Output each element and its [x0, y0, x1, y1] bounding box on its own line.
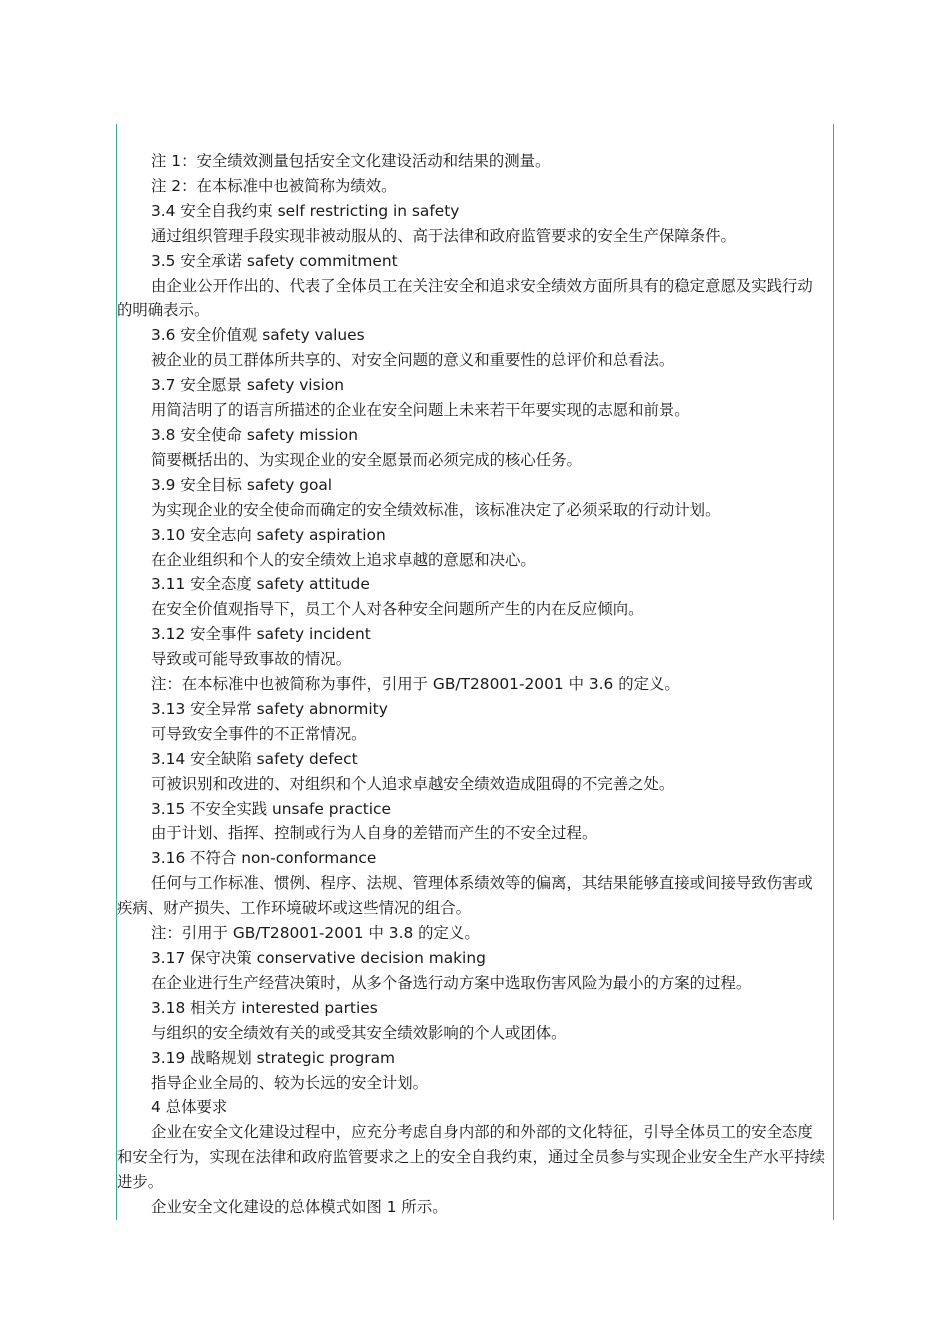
heading-3-13: 3.13 安全异常 safety abnormity [151, 699, 388, 718]
note-3-16: 注：引用于 GB/T28001-2001 中 3.8 的定义。 [151, 924, 480, 943]
definition-3-7: 用简洁明了的语言所描述的企业在安全问题上未来若干年要实现的志愿和前景。 [151, 401, 690, 420]
heading-3-17: 3.17 保守决策 conservative decision making [151, 949, 486, 967]
definition-3-11: 在安全价值观指导下，员工个人对各种安全问题所产生的内在反应倾向。 [151, 600, 644, 619]
definition-3-14: 可被识别和改进的、对组织和个人追求卓越安全绩效造成阻碍的不完善之处。 [151, 774, 675, 793]
note-2: 注 2：在本标准中也被简称为绩效。 [151, 176, 397, 195]
heading-3-7: 3.7 安全愿景 safety vision [151, 376, 345, 395]
definition-3-6: 被企业的员工群体所共享的、对安全问题的意义和重要性的总评价和总看法。 [151, 351, 675, 370]
heading-3-16: 3.16 不符合 non-conformance [151, 849, 377, 868]
definition-3-18: 与组织的安全绩效有关的或受其安全绩效影响的个人或团体。 [151, 1023, 567, 1042]
heading-3-19: 3.19 战略规划 strategic program [151, 1048, 396, 1067]
heading-3-10: 3.10 安全志向 safety aspiration [151, 525, 386, 544]
definition-3-10: 在企业组织和个人的安全绩效上追求卓越的意愿和决心。 [151, 550, 536, 569]
heading-3-8: 3.8 安全使命 safety mission [151, 425, 358, 444]
document-body [117, 149, 827, 1220]
heading-3-6: 3.6 安全价值观 safety values [151, 326, 365, 345]
definition-3-16: 任何与工作标准、惯例、程序、法规、管理体系绩效等的偏离，其结果能够直接或间接导致伤害或疾病、财产损失、工作环境破坏或这些情况的组合。 [117, 874, 813, 918]
heading-3-11: 3.11 安全态度 safety attitude [151, 575, 370, 594]
definition-3-8: 简要概括出的、为实现企业的安全愿景而必须完成的核心任务。 [151, 450, 582, 469]
heading-3-14: 3.14 安全缺陷 safety defect [151, 749, 358, 768]
definition-3-9: 为实现企业的安全使命而确定的安全绩效标准，该标准决定了必须采取的行动计划。 [151, 500, 721, 519]
heading-4: 4 总体要求 [151, 1098, 228, 1117]
heading-3-9: 3.9 安全目标 safety goal [151, 475, 333, 494]
definition-3-12: 导致或可能导致事故的情况。 [151, 650, 352, 669]
definition-3-13: 可导致安全事件的不正常情况。 [151, 724, 367, 743]
heading-3-12: 3.12 安全事件 safety incident [151, 625, 371, 644]
note-1: 注 1：安全绩效测量包括安全文化建设活动和结果的测量。 [151, 152, 551, 170]
general-requirements: 企业在安全文化建设过程中，应充分考虑自身内部的和外部的文化特征，引导全体员工的安全态度和安全行为，实现在法律和政府监管要求之上的安全自我约束，通过全员参与实现企业安全生产水平持续进步。 [117, 1123, 825, 1192]
definition-3-4: 通过组织管理手段实现非被动服从的、高于法律和政府监管要求的安全生产保障条件。 [151, 226, 736, 245]
definition-3-15: 由于计划、指挥、控制或行为人自身的差错而产生的不安全过程。 [151, 824, 598, 843]
heading-3-15: 3.15 不安全实践 unsafe practice [151, 799, 391, 818]
heading-3-4: 3.4 安全自我约束 self restricting in safety [151, 201, 460, 220]
heading-3-5: 3.5 安全承诺 safety commitment [151, 251, 398, 270]
definition-3-19: 指导企业全局的、较为长远的安全计划。 [151, 1073, 429, 1092]
heading-3-18: 3.18 相关方 interested parties [151, 998, 378, 1017]
figure-reference: 企业安全文化建设的总体模式如图 1 所示。 [151, 1198, 448, 1217]
definition-3-5: 由企业公开作出的、代表了全体员工在关注安全和追求安全绩效方面所具有的稳定意愿及实践行动的明确表示。 [117, 276, 813, 320]
note-3-12: 注：在本标准中也被简称为事件，引用于 GB/T28001-2001 中 3.6 的定义。 [151, 675, 680, 694]
definition-3-17: 在企业进行生产经营决策时，从多个备选行动方案中选取伤害风险为最小的方案的过程。 [151, 973, 752, 992]
